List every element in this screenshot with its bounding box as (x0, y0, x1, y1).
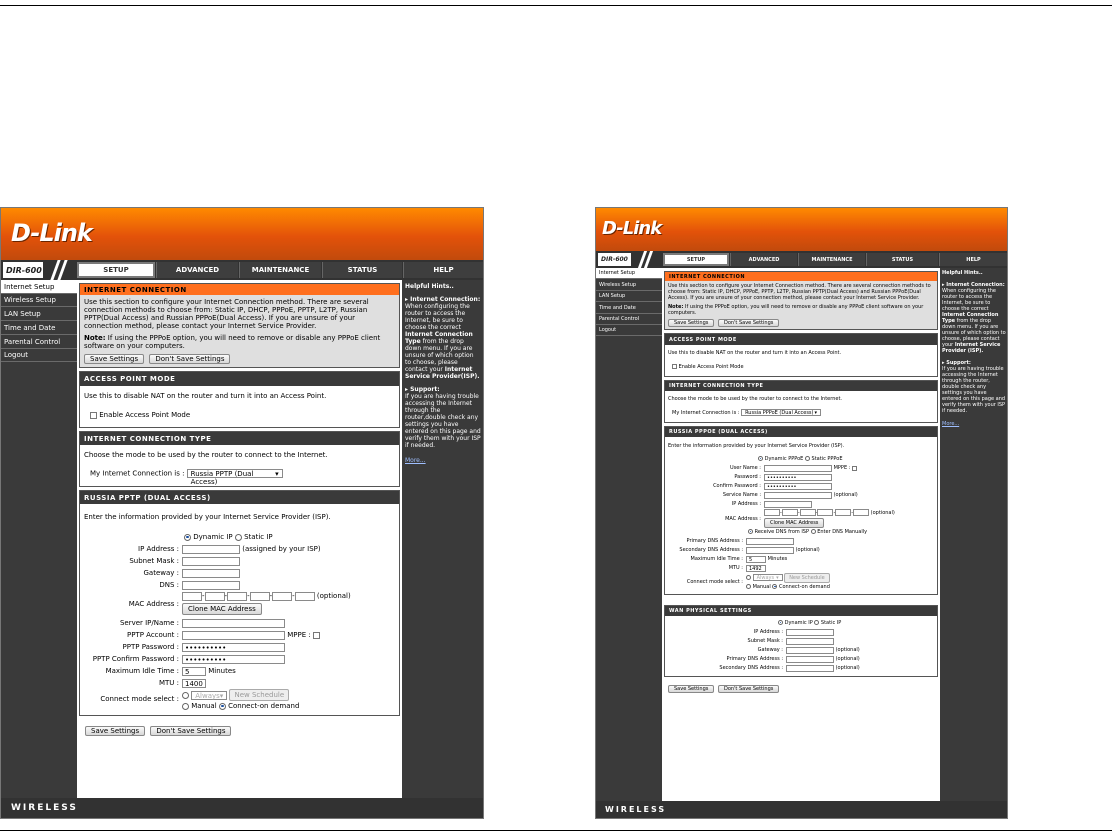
always-radio[interactable] (746, 575, 751, 580)
connection-type-select[interactable] (741, 409, 821, 416)
mac-octet-input[interactable] (817, 509, 833, 516)
mac-address-label: MAC Address : (128, 600, 179, 608)
ap-checkbox-label: Enable Access Point Mode (99, 411, 191, 419)
dns-input[interactable] (182, 581, 240, 590)
ip-address-label: IP Address : (731, 501, 761, 507)
mac-octet-input[interactable] (800, 509, 816, 516)
receive-dns-radio[interactable] (748, 529, 753, 534)
sidebar-item-wireless-setup[interactable]: Wireless Setup (1, 294, 77, 307)
mac-octet-input[interactable] (853, 509, 869, 516)
password-label: Password : (734, 474, 761, 480)
tab-maintenance[interactable]: MAINTENANCE (239, 262, 321, 278)
dont-save-settings-button[interactable]: Don't Save Settings (149, 354, 230, 364)
internet-connection-panel (664, 271, 938, 330)
static-pppoe-radio[interactable] (805, 456, 810, 461)
hint-support-heading: ▸ Support: (942, 360, 971, 366)
panel-body (665, 391, 937, 422)
ip-address-hint: (assigned by your ISP) (242, 545, 321, 553)
hint-support-text: If you are having trouble accessing the Internet through the router, double check any settings you have entered on this page and verify them with your ISP if needed. (942, 366, 1006, 414)
gateway-label: Gateway : (143, 569, 179, 577)
mac-optional-hint: (optional) (870, 510, 895, 516)
idle-time-input[interactable]: 5 (746, 556, 766, 563)
bottom-rule (0, 830, 1112, 831)
static-ip-label: Static IP (244, 533, 273, 541)
main-content (77, 280, 402, 800)
mac-address-label: MAC Address : (725, 516, 761, 522)
wan-secondary-dns-label: Secondary DNS Address : (719, 665, 783, 671)
panel-body (80, 504, 399, 715)
clone-mac-button[interactable]: Clone MAC Address (182, 603, 262, 615)
helpful-hints (402, 280, 484, 800)
confirm-password-label: Confirm Password : (713, 483, 761, 489)
idle-time-unit: Minutes (208, 667, 236, 675)
main-content (662, 268, 940, 803)
sidebar-item-time-and-date[interactable]: Time and Date (1, 321, 77, 335)
schedule-select-value: Always (756, 575, 775, 581)
dont-save-settings-button-bottom[interactable]: Don't Save Settings (150, 726, 231, 736)
tab-help[interactable]: HELP (403, 262, 483, 278)
tab-help[interactable]: HELP (939, 253, 1007, 266)
user-name-input[interactable] (764, 465, 832, 472)
access-point-checkbox[interactable] (672, 364, 677, 369)
server-ip-label: Server IP/Name : (119, 619, 179, 627)
save-settings-button-bottom[interactable]: Save Settings (85, 726, 145, 736)
top-nav (596, 251, 1007, 268)
mac-octet-input[interactable] (764, 509, 780, 516)
wan-gateway-label: Gateway : (757, 647, 783, 653)
ict-text: Choose the mode to be used by the router to connect to the Internet. (668, 396, 843, 402)
mac-octet-input[interactable] (227, 592, 247, 601)
panel-title: INTERNET CONNECTION TYPE (665, 381, 937, 391)
save-settings-button[interactable]: Save Settings (84, 354, 144, 364)
sidebar-item-internet-setup[interactable]: Internet Setup (1, 280, 77, 294)
mac-octet-input[interactable] (295, 592, 315, 601)
mac-address-fields: - - - - - (optional) (182, 591, 351, 601)
wireless-logo: WIRELESS (11, 803, 78, 813)
wan-gateway-hint: (optional) (835, 647, 860, 653)
connection-type-value: Russia PPPoE (Dual Access) (745, 410, 814, 416)
dont-save-settings-button[interactable]: Don't Save Settings (718, 319, 779, 327)
save-settings-button-bottom[interactable]: Save Settings (668, 685, 714, 693)
pptp-account-label: PPTP Account : (126, 631, 179, 639)
mac-octet-input[interactable] (182, 592, 202, 601)
wan-ip-label: IP Address : (753, 629, 783, 635)
secondary-dns-hint: (optional) (795, 547, 820, 553)
panel-body (80, 386, 399, 427)
ict-text: Choose the mode to be used by the router to connect to the Internet. (84, 451, 328, 459)
more-link[interactable]: More... (942, 421, 960, 427)
note-body: If using the PPPoE option, you will need to remove or disable any PPPoE client software on your computers. (84, 334, 381, 350)
secondary-dns-input[interactable] (746, 547, 794, 554)
ap-checkbox-label: Enable Access Point Mode (678, 364, 744, 370)
mac-octet-input[interactable] (250, 592, 270, 601)
sidebar-item-wireless-setup[interactable]: Wireless Setup (596, 279, 662, 291)
schedule-select[interactable] (191, 691, 227, 700)
tab-advanced[interactable]: ADVANCED (156, 262, 238, 278)
mppe-checkbox[interactable] (313, 632, 320, 639)
ip-address-input[interactable] (764, 501, 812, 508)
panel-title: INTERNET CONNECTION TYPE (80, 432, 399, 445)
manual-dns-label: Enter DNS Manually (817, 529, 868, 535)
manual-label: Manual (752, 584, 771, 590)
mtu-label: MTU : (158, 679, 179, 687)
connection-type-select[interactable] (187, 469, 283, 486)
sidebar-item-lan-setup[interactable]: LAN Setup (1, 307, 77, 321)
panel-body (665, 345, 937, 376)
intro-text: Use this section to configure your Internet Connection method. There are several connection methods to choose from: Static IP, DHCP, PPPoE, PPTP, L2TP, Russian PPTP(Dual Access) and Russian PPPoE(Dual Access). If you are unsure of your connection method, please contact your Internet Service Provider. (668, 283, 931, 301)
clone-mac-button[interactable]: Clone MAC Address (764, 518, 824, 528)
wan-ip-input[interactable] (786, 629, 834, 636)
dynamic-pppoe-radio[interactable] (758, 456, 763, 461)
note-text (668, 304, 934, 316)
tab-advanced[interactable]: ADVANCED (730, 253, 797, 266)
panel-title: INTERNET CONNECTION (80, 284, 399, 295)
ip-address-label: IP Address : (138, 545, 179, 553)
always-radio[interactable] (182, 692, 189, 699)
static-ip-radio[interactable] (235, 534, 242, 541)
wan-secondary-dns-hint: (optional) (835, 665, 860, 671)
receive-dns-label: Receive DNS from ISP (754, 529, 810, 535)
footer-bar (596, 801, 1007, 818)
service-name-input[interactable] (764, 492, 832, 499)
dns-label: DNS : (159, 581, 179, 589)
dont-save-settings-button-bottom[interactable]: Don't Save Settings (718, 685, 779, 693)
wan-static-ip-radio[interactable] (814, 620, 819, 625)
manual-radio[interactable] (182, 703, 189, 710)
wan-secondary-dns-input[interactable] (786, 665, 834, 672)
hint-support-heading: ▸ Support: (405, 386, 440, 393)
note-label: Note: (668, 304, 684, 310)
header-banner (596, 208, 1007, 251)
top-nav (1, 260, 483, 280)
dlink-logo: D-Link (602, 218, 662, 239)
header-banner (1, 208, 483, 260)
left-router-screenshot (0, 207, 484, 819)
mac-optional-hint: (optional) (316, 592, 351, 600)
wan-dynamic-ip-label: Dynamic IP (784, 620, 813, 626)
panel-title: WAN PHYSICAL SETTINGS (665, 606, 937, 616)
wan-subnet-input[interactable] (786, 638, 834, 645)
service-optional-hint: (optional) (833, 492, 858, 498)
mac-octet-input[interactable] (272, 592, 292, 601)
dynamic-pppoe-label: Dynamic PPPoE (764, 456, 804, 462)
ap-text: Use this to disable NAT on the router and turn it into an Access Point. (668, 350, 842, 356)
note-label: Note: (84, 334, 106, 342)
access-point-panel (664, 333, 938, 377)
ict-label: My Internet Connection is : (672, 410, 740, 416)
connection-type-value: Russia PPTP (Dual Access) (190, 470, 254, 486)
panel-body (80, 295, 399, 367)
note-text (84, 334, 395, 350)
more-link[interactable]: More... (405, 457, 426, 464)
pptp-confirm-password-input[interactable]: •••••••••• (182, 655, 285, 664)
panel-title: RUSSIA PPPOE (DUAL ACCESS) (665, 427, 937, 437)
panel-title: RUSSIA PPTP (DUAL ACCESS) (80, 491, 399, 504)
new-schedule-button[interactable]: New Schedule (229, 689, 289, 701)
hint-internet-connection-heading: ▸ Internet Connection: (405, 296, 481, 303)
new-schedule-button[interactable]: New Schedule (784, 573, 829, 583)
mtu-input[interactable]: 1492 (746, 565, 766, 572)
panel-title: INTERNET CONNECTION (665, 272, 937, 281)
secondary-dns-label: Secondary DNS Address : (679, 547, 743, 553)
connect-on-demand-radio[interactable] (772, 584, 777, 589)
manual-dns-radio[interactable] (811, 529, 816, 534)
mac-octet-input[interactable] (835, 509, 851, 516)
russia-pptp-panel (79, 490, 400, 716)
ap-text: Use this to disable NAT on the router and turn it into an Access Point. (84, 392, 327, 400)
idle-time-label: Maximum Idle Time : (690, 556, 743, 562)
connect-on-demand-label: Connect-on demand (778, 584, 830, 590)
mtu-input[interactable]: 1400 (182, 679, 206, 688)
mppe-label: MPPE : (833, 465, 851, 471)
dynamic-ip-label: Dynamic IP (193, 533, 233, 541)
connect-mode-label: Connect mode select : (686, 579, 743, 585)
static-pppoe-label: Static PPPoE (811, 456, 843, 462)
mtu-label: MTU : (728, 565, 743, 571)
sidebar (1, 280, 77, 800)
panel-body (665, 281, 937, 329)
dlink-logo: D-Link (11, 219, 92, 247)
wan-dynamic-ip-radio[interactable] (778, 620, 783, 625)
hint-internet-connection-text: When configuring the router to access the Internet, be sure to choose the correct Internet Connection Type from the drop down menu. If you are unsure of which option to choose, please contact your Internet Service Provider(ISP). (405, 303, 480, 380)
model-label: DIR-600 (1, 260, 45, 280)
idle-time-label: Maximum Idle Time : (105, 667, 179, 675)
user-name-label: User Name : (729, 465, 761, 471)
tab-setup[interactable]: SETUP (663, 253, 729, 266)
wan-primary-dns-label: Primary DNS Address : (726, 656, 783, 662)
right-router-screenshot (595, 207, 1008, 819)
tab-setup[interactable]: SETUP (77, 262, 155, 278)
internet-connection-panel (79, 283, 400, 368)
panel-body (665, 437, 937, 594)
intro-text: Use this section to configure your Internet Connection method. There are several connection methods to choose from: Static IP, DHCP, PPPoE, PPTP, L2TP, Russian PPTP(Dual Access) and Russian PPPoE(Dual Access). If you are unsure of your connection method, please contact your Internet Service Provider. (84, 298, 369, 330)
tab-status[interactable]: STATUS (866, 253, 938, 266)
tab-status[interactable]: STATUS (322, 262, 402, 278)
access-point-checkbox[interactable] (90, 412, 97, 419)
subnet-mask-label: Subnet Mask : (129, 557, 179, 565)
idle-time-unit: Minutes (767, 556, 788, 562)
mppe-label: MPPE : (287, 631, 311, 639)
subnet-mask-input[interactable] (182, 557, 240, 566)
hint-support-text: If you are having trouble accessing the Internet through the router,double check any settings you have entered on this page and verify them with your ISP if needed. (405, 393, 481, 449)
connection-type-panel (664, 380, 938, 423)
hint-internet-connection-heading: ▸ Internet Connection: (942, 282, 1005, 288)
panel-body (665, 616, 937, 676)
wireless-logo: WIRELESS (605, 805, 667, 814)
dynamic-ip-radio[interactable] (184, 534, 191, 541)
top-rule (0, 5, 1112, 6)
service-name-label: Service Name : (722, 492, 761, 498)
note-body: If using the PPPoE option, you will need to remove or disable any PPPoE client software on your computers. (668, 304, 924, 316)
wan-physical-panel (664, 605, 938, 677)
sidebar-item-parental-control[interactable]: Parental Control (1, 335, 77, 349)
hints-title: Helpful Hints.. (942, 270, 983, 276)
panel-body (80, 445, 399, 486)
ip-address-input[interactable] (182, 545, 240, 554)
schedule-select[interactable] (753, 574, 783, 581)
primary-dns-input[interactable] (746, 538, 794, 545)
ict-label: My Internet Connection is : (90, 469, 185, 478)
wan-primary-dns-hint: (optional) (835, 656, 860, 662)
idle-time-input[interactable]: 5 (182, 667, 206, 676)
sidebar-item-parental-control[interactable]: Parental Control (596, 314, 662, 325)
primary-dns-label: Primary DNS Address : (686, 538, 743, 544)
mac-octet-input[interactable] (782, 509, 798, 516)
sidebar-item-logout[interactable]: Logout (1, 349, 77, 362)
wan-primary-dns-input[interactable] (786, 656, 834, 663)
manual-radio[interactable] (746, 584, 751, 589)
helpful-hints (940, 268, 1008, 803)
access-point-panel (79, 371, 400, 428)
sidebar-item-logout[interactable]: Logout (596, 325, 662, 336)
panel-title: ACCESS POINT MODE (665, 334, 937, 345)
hint-internet-connection-text: When configuring the router to access the Internet, be sure to choose the correct Internet Connection Type from the drop down menu. If you are unsure of which option to choose, please contact your Internet Service Provider (ISP). (942, 288, 1006, 354)
russia-pppoe-panel (664, 426, 938, 595)
confirm-password-input[interactable]: •••••••••• (764, 483, 832, 490)
wan-gateway-input[interactable] (786, 647, 834, 654)
model-label: DIR-600 (596, 251, 633, 268)
server-ip-input[interactable] (182, 619, 285, 628)
manual-label: Manual (191, 702, 217, 710)
connect-on-demand-radio[interactable] (219, 703, 226, 710)
connect-on-demand-label: Connect-on demand (228, 702, 300, 710)
mppe-checkbox[interactable] (852, 466, 857, 471)
sidebar-item-time-and-date[interactable]: Time and Date (596, 302, 662, 314)
pptp-password-label: PPTP Password : (122, 643, 179, 651)
footer-bar (1, 798, 483, 818)
wan-subnet-label: Subnet Mask : (747, 638, 783, 644)
wan-static-ip-label: Static IP (820, 620, 842, 626)
sidebar-item-lan-setup[interactable]: LAN Setup (596, 291, 662, 302)
panel-title: ACCESS POINT MODE (80, 372, 399, 386)
password-input[interactable]: •••••••••• (764, 474, 832, 481)
save-settings-button[interactable]: Save Settings (668, 319, 714, 327)
pptp-account-input[interactable] (182, 631, 285, 640)
mac-address-fields (764, 509, 895, 517)
hints-title: Helpful Hints.. (405, 283, 454, 290)
tab-maintenance[interactable]: MAINTENANCE (798, 253, 865, 266)
connect-mode-label: Connect mode select : (100, 695, 179, 703)
isp-text: Enter the information provided by your Internet Service Provider (ISP). (668, 443, 845, 449)
pptp-password-input[interactable]: •••••••••• (182, 643, 285, 652)
mac-octet-input[interactable] (205, 592, 225, 601)
sidebar (596, 268, 662, 803)
connection-type-panel (79, 431, 400, 487)
pptp-confirm-password-label: PPTP Confirm Password : (92, 655, 179, 663)
gateway-input[interactable] (182, 569, 240, 578)
schedule-select-value: Always (195, 691, 220, 700)
sidebar-item-internet-setup[interactable]: Internet Setup (596, 268, 662, 279)
isp-text: Enter the information provided by your Internet Service Provider (ISP). (84, 513, 331, 521)
